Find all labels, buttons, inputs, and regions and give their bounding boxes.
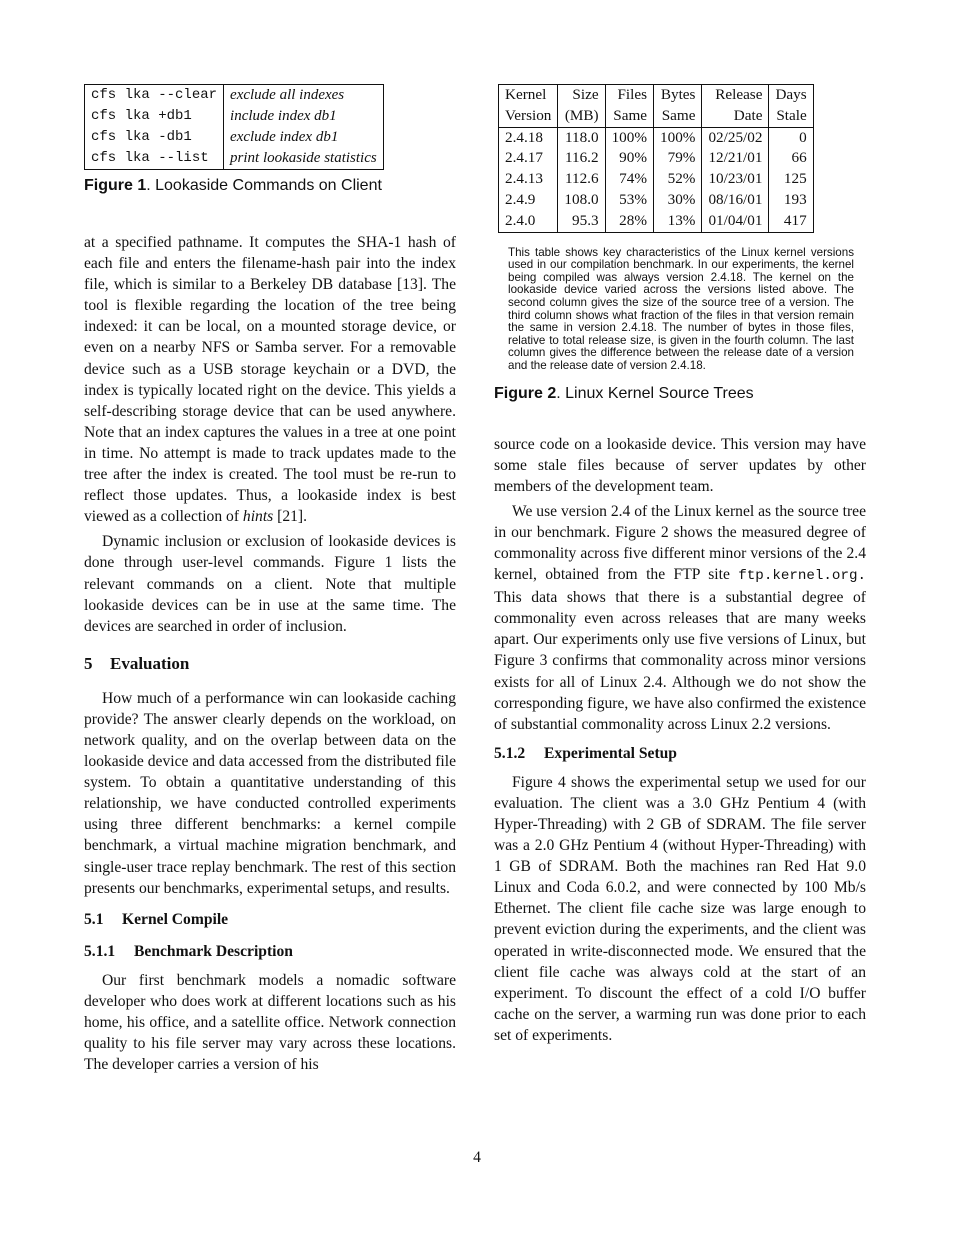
paragraph-index-tool <box>84 232 456 527</box>
figure-2-caption-text: . Linux Kernel Source Trees <box>556 384 754 402</box>
paragraph-evaluation-intro: How much of a performance win can lookaside caching provide? The answer clearly depends on the workload, on network quality, and on the overlap between data on the lookaside device and data accessed from the distributed file system. To obtain a quantitative understanding of this relationship, we have conducted controlled experiments using three different benchmarks: a kernel compile benchmark, a virtual machine migration benchmark, and single-user trace replay benchmark. The rest of this section presents our benchmarks, experimental setups, and results. <box>84 689 456 897</box>
table-cell: 53% <box>605 190 653 211</box>
table-cell: 12/21/01 <box>702 148 769 169</box>
column-header: Version <box>499 106 558 127</box>
section-number: 5 <box>84 653 93 673</box>
table-cell: 10/23/01 <box>702 169 769 190</box>
subsection-heading-kernel-compile <box>84 909 456 930</box>
paragraph-source-code: source code on a lookaside device. This version may have some stale files because of server updates by other members of the development team. <box>494 435 866 495</box>
table-cell: 100% <box>654 127 702 148</box>
table-cell: 116.2 <box>558 148 605 169</box>
subsection-number: 5.1 <box>84 910 104 928</box>
paragraph-kernel-versions <box>494 501 866 735</box>
subsubsection-title: Benchmark Description <box>134 942 293 960</box>
column-header: Same <box>605 106 653 127</box>
column-header: (MB) <box>558 106 605 127</box>
table-cell: 125 <box>783 170 807 188</box>
command-description-cell: include index db1 <box>230 108 337 124</box>
table-cell: 28% <box>605 211 653 232</box>
section-heading-evaluation <box>84 653 456 675</box>
paragraph-text: This data shows that there is a substantial degree of commonality even across releases that are many weeks apart. Our experiments only use five versions of Linux, but Figure 3 confirms that commonality across minor versions exists for all of Linux 2.4. Although we do not show the corresponding figure, we have also confirmed the existence of substantial commonality across Linux 2.2 versions. <box>494 589 866 733</box>
table-cell: 112.6 <box>558 169 605 190</box>
table-cell: 118.0 <box>558 127 605 148</box>
table-cell: 79% <box>654 148 702 169</box>
column-header: Stale <box>769 106 813 127</box>
table-cell: 95.3 <box>558 211 605 232</box>
command-cell: cfs lka -db1 <box>85 127 224 148</box>
table-row <box>499 211 814 232</box>
table-cell: 417 <box>783 211 807 229</box>
table-cell: 193 <box>783 190 807 208</box>
table-cell: 2.4.13 <box>499 169 558 190</box>
kernel-source-trees-table <box>498 84 814 233</box>
table-cell: 02/25/02 <box>702 127 769 148</box>
lookaside-commands-table <box>84 84 384 170</box>
table-row <box>85 148 384 170</box>
figure-1 <box>84 84 456 196</box>
right-column <box>494 84 866 1046</box>
subsubsection-heading-benchmark-description <box>84 941 456 962</box>
table-row <box>499 148 814 169</box>
left-column <box>84 84 456 1075</box>
command-cell: cfs lka +db1 <box>85 106 224 127</box>
table-cell: 90% <box>605 148 653 169</box>
table-row <box>499 127 814 148</box>
figure-1-caption-text: . Lookaside Commands on Client <box>146 177 382 194</box>
table-cell: 108.0 <box>558 190 605 211</box>
column-header: Days <box>775 86 807 103</box>
figure-1-label: Figure 1 <box>84 177 147 194</box>
paragraph-text: at a specified pathname. It computes the SHA-1 hash of each file and enters the filename-hash pair into the index file, which is similar to a Berkeley DB database [13]. The tool is flexible regarding the location of the tree being indexed: it can be local, on a mounted storage device, or even on a nearby NFS or Samba server. For a removable device such as a USB storage keychain or a DVD, the index is typically located right on the device. This yields a self-describing storage device that can be used anywhere. Note that an index captures the values in a tree at one point in time. No attempt is made to track updates made to the tree after the index is created. The tool must be re-run to reflect those updates. Thus, a lookaside index is best viewed as a collection of <box>84 234 456 526</box>
subsubsection-title: Experimental Setup <box>544 744 677 762</box>
command-description-cell: exclude index db1 <box>230 129 339 145</box>
table-cell: 08/16/01 <box>702 190 769 211</box>
command-cell: cfs lka --clear <box>85 85 224 107</box>
subsection-title: Kernel Compile <box>122 910 229 928</box>
table-cell: 0 <box>799 128 807 146</box>
column-header: Bytes <box>654 85 702 106</box>
column-header: Release <box>702 85 769 106</box>
table-cell: 52% <box>654 169 702 190</box>
subsubsection-number: 5.1.1 <box>84 942 116 960</box>
figure-1-caption <box>84 176 456 196</box>
table-header-row <box>499 85 814 106</box>
table-cell: 01/04/01 <box>702 211 769 232</box>
paragraph-benchmark-description: Our first benchmark models a nomadic software developer who does work at different locations such as his home, his office, and a satellite office. Network connection quality to his file server may vary across these locations. The developer carries a version of his <box>84 971 456 1074</box>
table-row <box>85 106 384 127</box>
column-header: Files <box>605 85 653 106</box>
column-header: Kernel <box>499 85 558 106</box>
paragraph-text: [21]. <box>273 508 308 526</box>
table-cell: 74% <box>605 169 653 190</box>
table-header-row <box>499 106 814 127</box>
table-row <box>499 190 814 211</box>
figure-2-label: Figure 2 <box>494 384 557 402</box>
command-description-cell: exclude all indexes <box>230 87 345 103</box>
table-cell: 30% <box>654 190 702 211</box>
command-cell: cfs lka --list <box>85 148 224 170</box>
ftp-site-code: ftp.kernel.org. <box>738 568 866 585</box>
table-cell: 66 <box>791 149 807 167</box>
table-row <box>499 169 814 190</box>
figure-2 <box>494 84 866 404</box>
table-cell: 13% <box>654 211 702 232</box>
page-number: 4 <box>473 1149 481 1166</box>
subsubsection-heading-experimental-setup <box>494 743 866 764</box>
paragraph-experimental-setup: Figure 4 shows the experimental setup we used for our evaluation. The client was a 3.0 GHz Pentium 4 (with Hyper-Threading) with 2 GB of SDRAM. The file server was a 2.0 GHz Pentium 4 (without Hyper-Threading) with 1 GB of SDRAM. Both the machines ran Red Hat 9.0 Linux and Coda 6.0.2, and were connected by 100 Mb/s Ethernet. The client file cache size was large enough to prevent eviction during the experiments, and the client was operated in write-disconnected mode. We ensured that the client file cache was always cold at the start of an experiment. To discount the effect of a cold I/O buffer cache on the server, a warming run was done prior to each set of experiments. <box>494 773 866 1044</box>
subsubsection-number: 5.1.2 <box>494 744 526 762</box>
table-cell: 2.4.0 <box>499 211 558 232</box>
emphasis-hints: hints <box>242 508 274 526</box>
table-cell: 2.4.17 <box>499 148 558 169</box>
column-header: Same <box>654 106 702 127</box>
column-header: Date <box>702 106 769 127</box>
paragraph-dynamic-inclusion: Dynamic inclusion or exclusion of lookaside devices is done through user-level commands. Figure 1 lists the relevant commands on a client. Note that multiple lookaside devices can be in use at the same time. The devices are searched in order of inclusion. <box>84 533 456 635</box>
paragraph-text: We use version 2.4 of the Linux kernel as the source tree in our benchmark. Figure 2 shows the measured degree of commonality across five different minor versions of the 2.4 kernel, obtained from the FTP site <box>494 502 866 584</box>
table-cell: 100% <box>605 127 653 148</box>
section-title: Evaluation <box>110 653 190 673</box>
table-row <box>85 85 384 107</box>
command-description-cell: print lookaside statistics <box>230 150 377 166</box>
table-row <box>85 127 384 148</box>
table-cell: 2.4.9 <box>499 190 558 211</box>
figure-2-table-note: This table shows key characteristics of the Linux kernel versions used in our compilation benchmark. In our experiments, the kernel being compiled was always version 2.4.18. The kernel on the lookaside device varied across the versions listed above. The second column gives the size of the source tree of a version. The third column shows what fraction of the files in that version remain the same in version 2.4.18. The number of bytes in those files, relative to total release size, is given in the fourth column. The last column gives the difference between the release date of a version and the release date of version 2.4.18. <box>508 245 854 372</box>
figure-2-caption <box>494 384 866 404</box>
column-header: Size <box>558 85 605 106</box>
table-cell: 2.4.18 <box>499 127 558 148</box>
